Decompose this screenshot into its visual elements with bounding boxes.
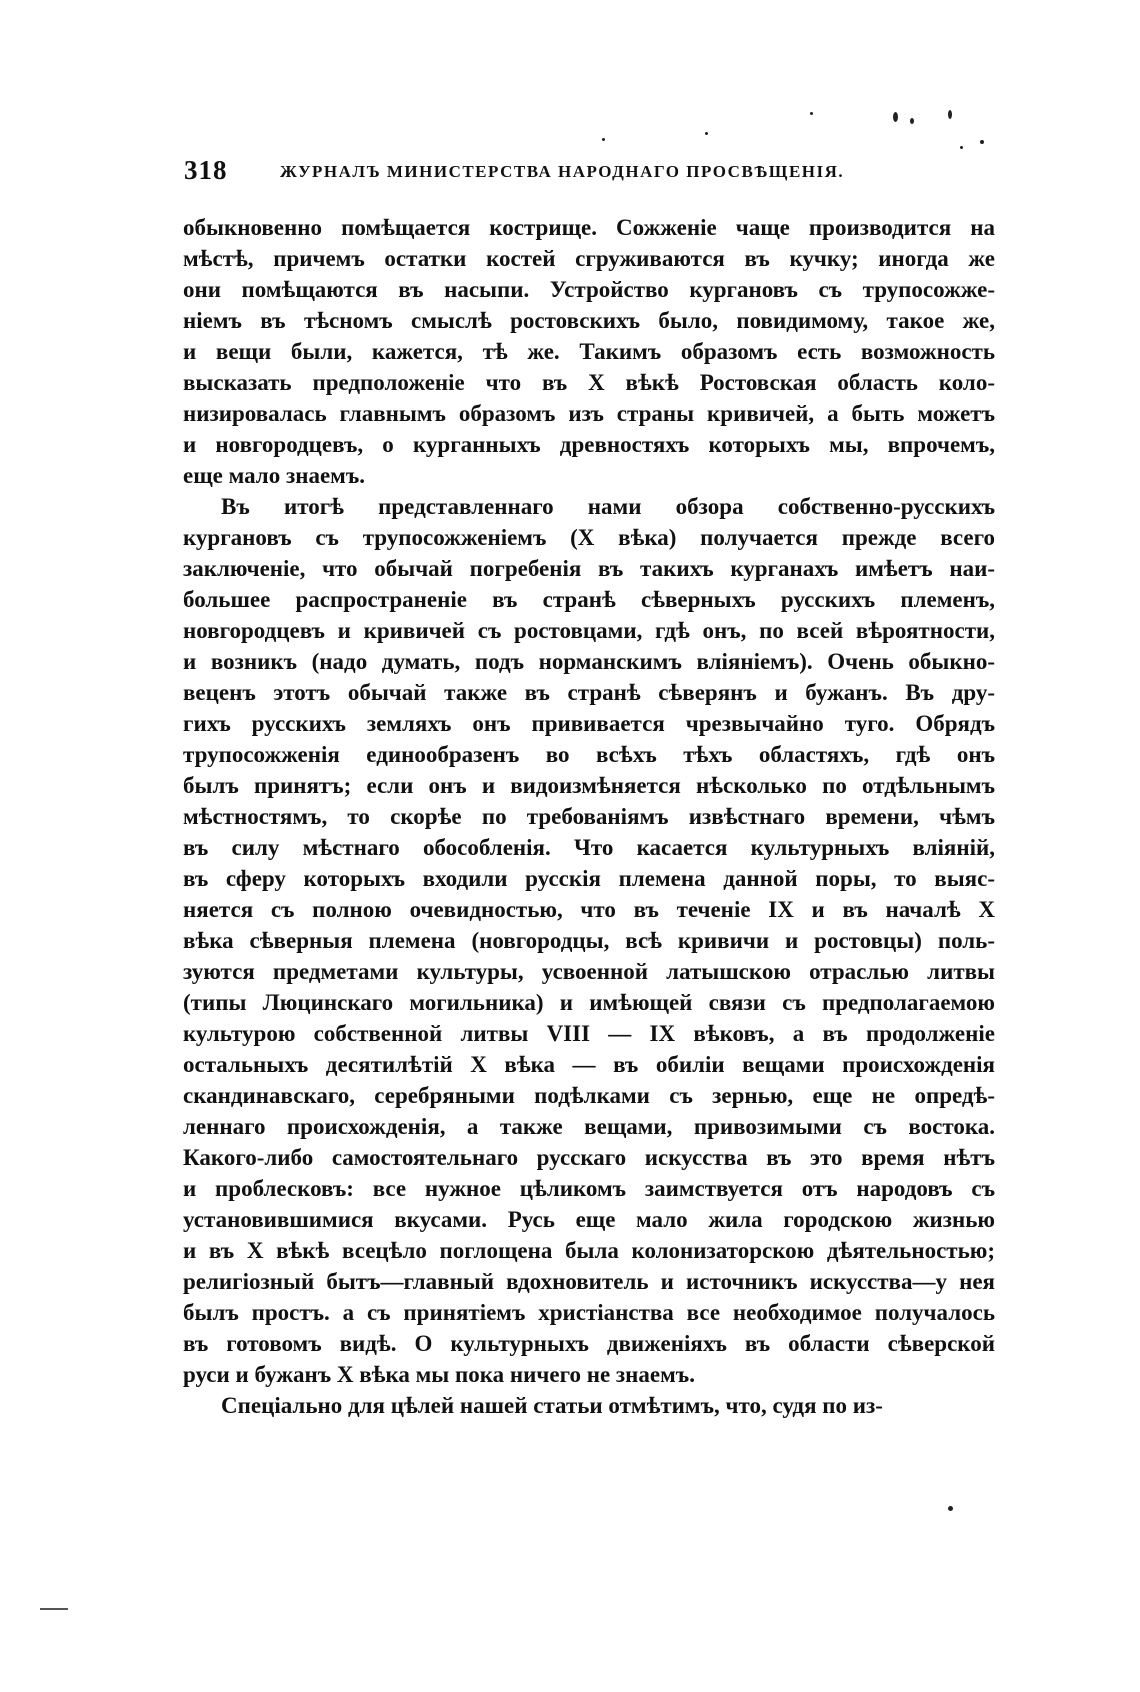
paragraph	[183, 212, 995, 491]
text-line: высказать предположеніе что въ X вѣкѣ Ростовская область коло-	[183, 370, 995, 395]
text-line: кургановъ съ трупосожженіемъ (X вѣка) получается прежде всего	[183, 525, 995, 550]
text-line: и новгородцевъ, о курганныхъ древностяхъ которыхъ мы, впрочемъ,	[183, 432, 995, 457]
ink-speck	[893, 112, 898, 122]
ink-speck	[960, 146, 963, 149]
text-line: Спеціально для цѣлей нашей статьи отмѣтимъ, что, судя по из-	[221, 1393, 883, 1418]
text-line: въ готовомъ видѣ. О культурныхъ движеніяхъ въ области сѣверской	[183, 1331, 995, 1356]
text-line: большее распространеніе въ странѣ сѣверныхъ русскихъ племенъ,	[183, 587, 995, 612]
text-line: леннаго происхожденія, а также вещами, привозимыми съ востока.	[183, 1114, 995, 1139]
text-line: и возникъ (надо думать, подъ норманскимъ вліяніемъ). Очень обыкно-	[183, 649, 995, 674]
text-line: они помѣщаются въ насыпи. Устройство кургановъ съ трупосожже-	[183, 277, 995, 302]
text-line: заключеніе, что обычай погребенія въ такихъ курганахъ имѣетъ наи-	[183, 556, 995, 581]
text-line: обыкновенно помѣщается кострище. Сожженіе чаще производится на	[183, 215, 995, 240]
text-line: веценъ этотъ обычай также въ странѣ сѣверянъ и бужанъ. Въ дру-	[183, 680, 995, 705]
text-line: ніемъ въ тѣсномъ смыслѣ ростовскихъ было, повидимому, такое же,	[183, 308, 995, 333]
text-line: зуются предметами культуры, усвоенной латышскою отраслью литвы	[183, 959, 995, 984]
ink-speck	[602, 138, 605, 141]
text-line: въ сферу которыхъ входили русскія племена данной поры, то выяс-	[183, 866, 995, 891]
text-line: и въ X вѣкѣ всецѣло поглощена была колонизаторскою дѣятельностью;	[183, 1238, 995, 1263]
ink-speck	[948, 1506, 953, 1511]
ink-speck	[980, 140, 984, 144]
margin-mark	[40, 1608, 68, 1610]
text-line: былъ принятъ; если онъ и видоизмѣняется нѣсколько по отдѣльнымъ	[183, 773, 995, 798]
text-line: руси и бужанъ X вѣка мы пока ничего не знаемъ.	[183, 1362, 695, 1387]
text-line: остальныхъ десятилѣтій X вѣка — въ обиліи вещами происхожденія	[183, 1052, 995, 1077]
ink-speck	[948, 110, 952, 119]
text-line: мѣстностямъ, то скорѣе по требованіямъ извѣстнаго времени, чѣмъ	[183, 804, 995, 829]
text-line: и проблесковъ: все нужное цѣликомъ заимствуется отъ народовъ съ	[183, 1176, 995, 1201]
text-line: низировалась главнымъ образомъ изъ страны кривичей, а быть можетъ	[183, 401, 995, 426]
text-line: Какого-либо самостоятельнаго русскаго искусства въ это время нѣтъ	[183, 1145, 995, 1170]
text-line: мѣстѣ, причемъ остатки костей сгруживаются въ кучку; иногда же	[183, 246, 995, 271]
paragraph	[183, 1390, 995, 1421]
text-line: трупосожженія единообразенъ во всѣхъ тѣхъ областяхъ, гдѣ онъ	[183, 742, 995, 767]
text-line: (типы Люцинскаго могильника) и имѣющей связи съ предполагаемою	[183, 990, 995, 1015]
page-header	[184, 155, 984, 195]
text-line: скандинавскаго, серебряными подѣлками съ зернью, еще не опредѣ-	[183, 1083, 995, 1108]
text-line: установившимися вкусами. Русь еще мало жила городскою жизнью	[183, 1207, 995, 1232]
text-line: гихъ русскихъ земляхъ онъ прививается чрезвычайно туго. Обрядъ	[183, 711, 995, 736]
text-line: культурою собственной литвы VIII — IX вѣковъ, а въ продолженіе	[183, 1021, 995, 1046]
text-line: былъ простъ. а съ принятіемъ христіанства все необходимое получалось	[183, 1300, 995, 1325]
text-line: въ силу мѣстнаго обособленія. Что касается культурныхъ вліяній,	[183, 835, 995, 860]
text-line: религіозный бытъ—главный вдохновитель и источникъ искусства—у нея	[183, 1269, 995, 1294]
ink-speck	[705, 132, 708, 135]
running-title: ЖУРНАЛЪ МИНИСТЕРСТВА НАРОДНАГО ПРОСВѢЩЕНІЯ.	[280, 162, 845, 181]
text-line: еще мало знаемъ.	[183, 463, 365, 488]
body-text	[183, 212, 995, 1421]
text-line: няется съ полною очевидностью, что въ теченіе IX и въ началѣ X	[183, 897, 995, 922]
text-line: вѣка сѣверныя племена (новгородцы, всѣ кривичи и ростовцы) поль-	[183, 928, 995, 953]
text-line: и вещи были, кажется, тѣ же. Такимъ образомъ есть возможность	[183, 339, 995, 364]
text-line: Въ итогѣ представленнаго нами обзора собственно-русскихъ	[221, 494, 995, 519]
text-line: новгородцевъ и кривичей съ ростовцами, гдѣ онъ, по всей вѣроятности,	[183, 618, 995, 643]
ink-speck	[810, 112, 813, 115]
ink-speck	[910, 118, 914, 124]
page-number: 318	[184, 155, 228, 185]
paragraph	[183, 491, 995, 1390]
